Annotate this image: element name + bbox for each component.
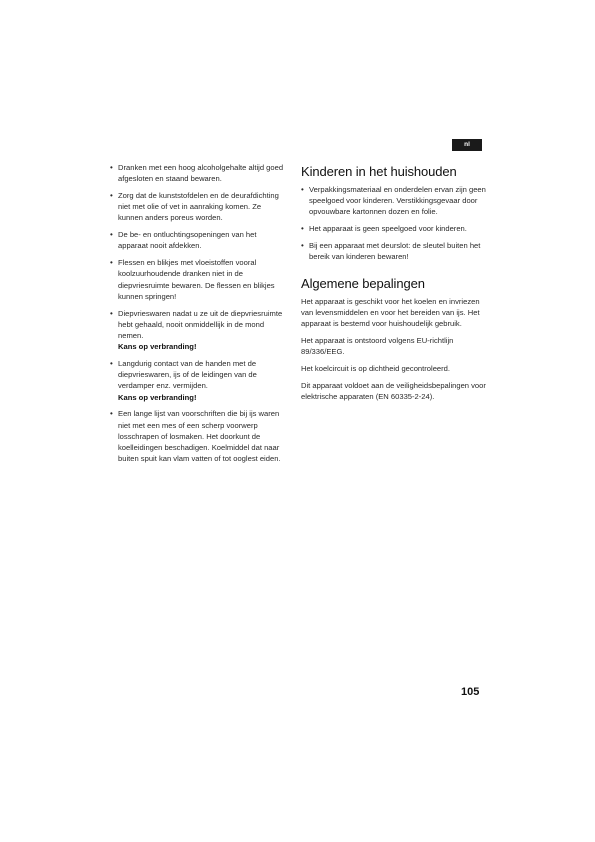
general-paragraph: Het apparaat is ontstoord volgens EU-richtlijn 89/336/EEG. bbox=[301, 336, 454, 357]
language-badge: nl bbox=[452, 139, 482, 151]
left-column bbox=[110, 162, 288, 470]
general-paragraph: Dit apparaat voldoet aan de veiligheidsbepalingen voor elektrische apparaten (EN 60335-2-24). bbox=[301, 380, 486, 401]
list-item-text: De be- en ontluchtingsopeningen van het apparaat nooit afdekken. bbox=[118, 230, 257, 251]
list-item bbox=[110, 358, 288, 403]
list-item-text: Zorg dat de kunststofdelen en de deurafdichting niet met olie of vet in aanraking komen. Ze kunnen anders poreus worden. bbox=[118, 191, 279, 223]
general-paragraph: Het koelcircuit is op dichtheid gecontroleerd. bbox=[301, 364, 451, 374]
list-item bbox=[301, 184, 491, 218]
burn-warning: Kans op verbranding! bbox=[118, 392, 197, 402]
list-item-text: Langdurig contact van de handen met de diepvrieswaren, ijs of de leidingen van de verdamper enz. vermijden. bbox=[118, 359, 257, 391]
list-item-text: Dranken met een hoog alcoholgehalte altijd goed afgesloten en staand bewaren. bbox=[118, 163, 284, 184]
list-item bbox=[110, 190, 288, 224]
list-item bbox=[110, 308, 288, 353]
list-item bbox=[301, 240, 491, 262]
list-item bbox=[110, 229, 288, 251]
list-item-text: Een lange lijst van voorschriften die bij ijs waren niet met een mes of een scherp voorwerp losschrapen of losmaken. Het doorkunt de koelleidingen beschadigen. Koelmiddel dat naar buiten spuit kan vlam vatten of tot ooglest eiden. bbox=[118, 409, 281, 464]
list-item-text: Bij een apparaat met deurslot: de sleutel buiten het bereik van kinderen bewaren! bbox=[309, 241, 481, 262]
list-item-text: Verpakkingsmateriaal en onderdelen ervan zijn geen speelgoed voor kinderen. Verstikkingsgevaar door opvouwbare kartonnen dozen en folie. bbox=[309, 185, 486, 217]
page-number: 105 bbox=[461, 686, 480, 698]
general-section-heading: Algemene bepalingen bbox=[301, 276, 425, 291]
children-bullet-list bbox=[301, 184, 491, 262]
list-item bbox=[110, 257, 288, 302]
safety-bullet-list bbox=[110, 162, 288, 464]
section-spacer bbox=[301, 268, 491, 276]
list-item-text: Diepvrieswaren nadat u ze uit de diepvriesruimte hebt gehaald, nooit onmiddellijk in de mond nemen. bbox=[118, 308, 283, 341]
list-item bbox=[110, 408, 288, 464]
list-item bbox=[110, 162, 288, 184]
burn-warning: Kans op verbranding! bbox=[118, 342, 197, 352]
children-section-heading: Kinderen in het huishouden bbox=[301, 164, 457, 179]
right-column bbox=[301, 164, 491, 408]
list-item-text: Het apparaat is geen speelgoed voor kinderen. bbox=[309, 224, 467, 234]
general-paragraph: Het apparaat is geschikt voor het koelen en invriezen van levensmiddelen en voor het bereiden van ijs. Het apparaat is bestemd voor huishoudelijk gebruik. bbox=[301, 297, 480, 329]
list-item bbox=[301, 223, 491, 234]
list-item-text: Flessen en blikjes met vloeistoffen vooral koolzuurhoudende dranken niet in de diepvriesruimte bewaren. De flessen en blikjes kunnen springen! bbox=[118, 258, 275, 301]
